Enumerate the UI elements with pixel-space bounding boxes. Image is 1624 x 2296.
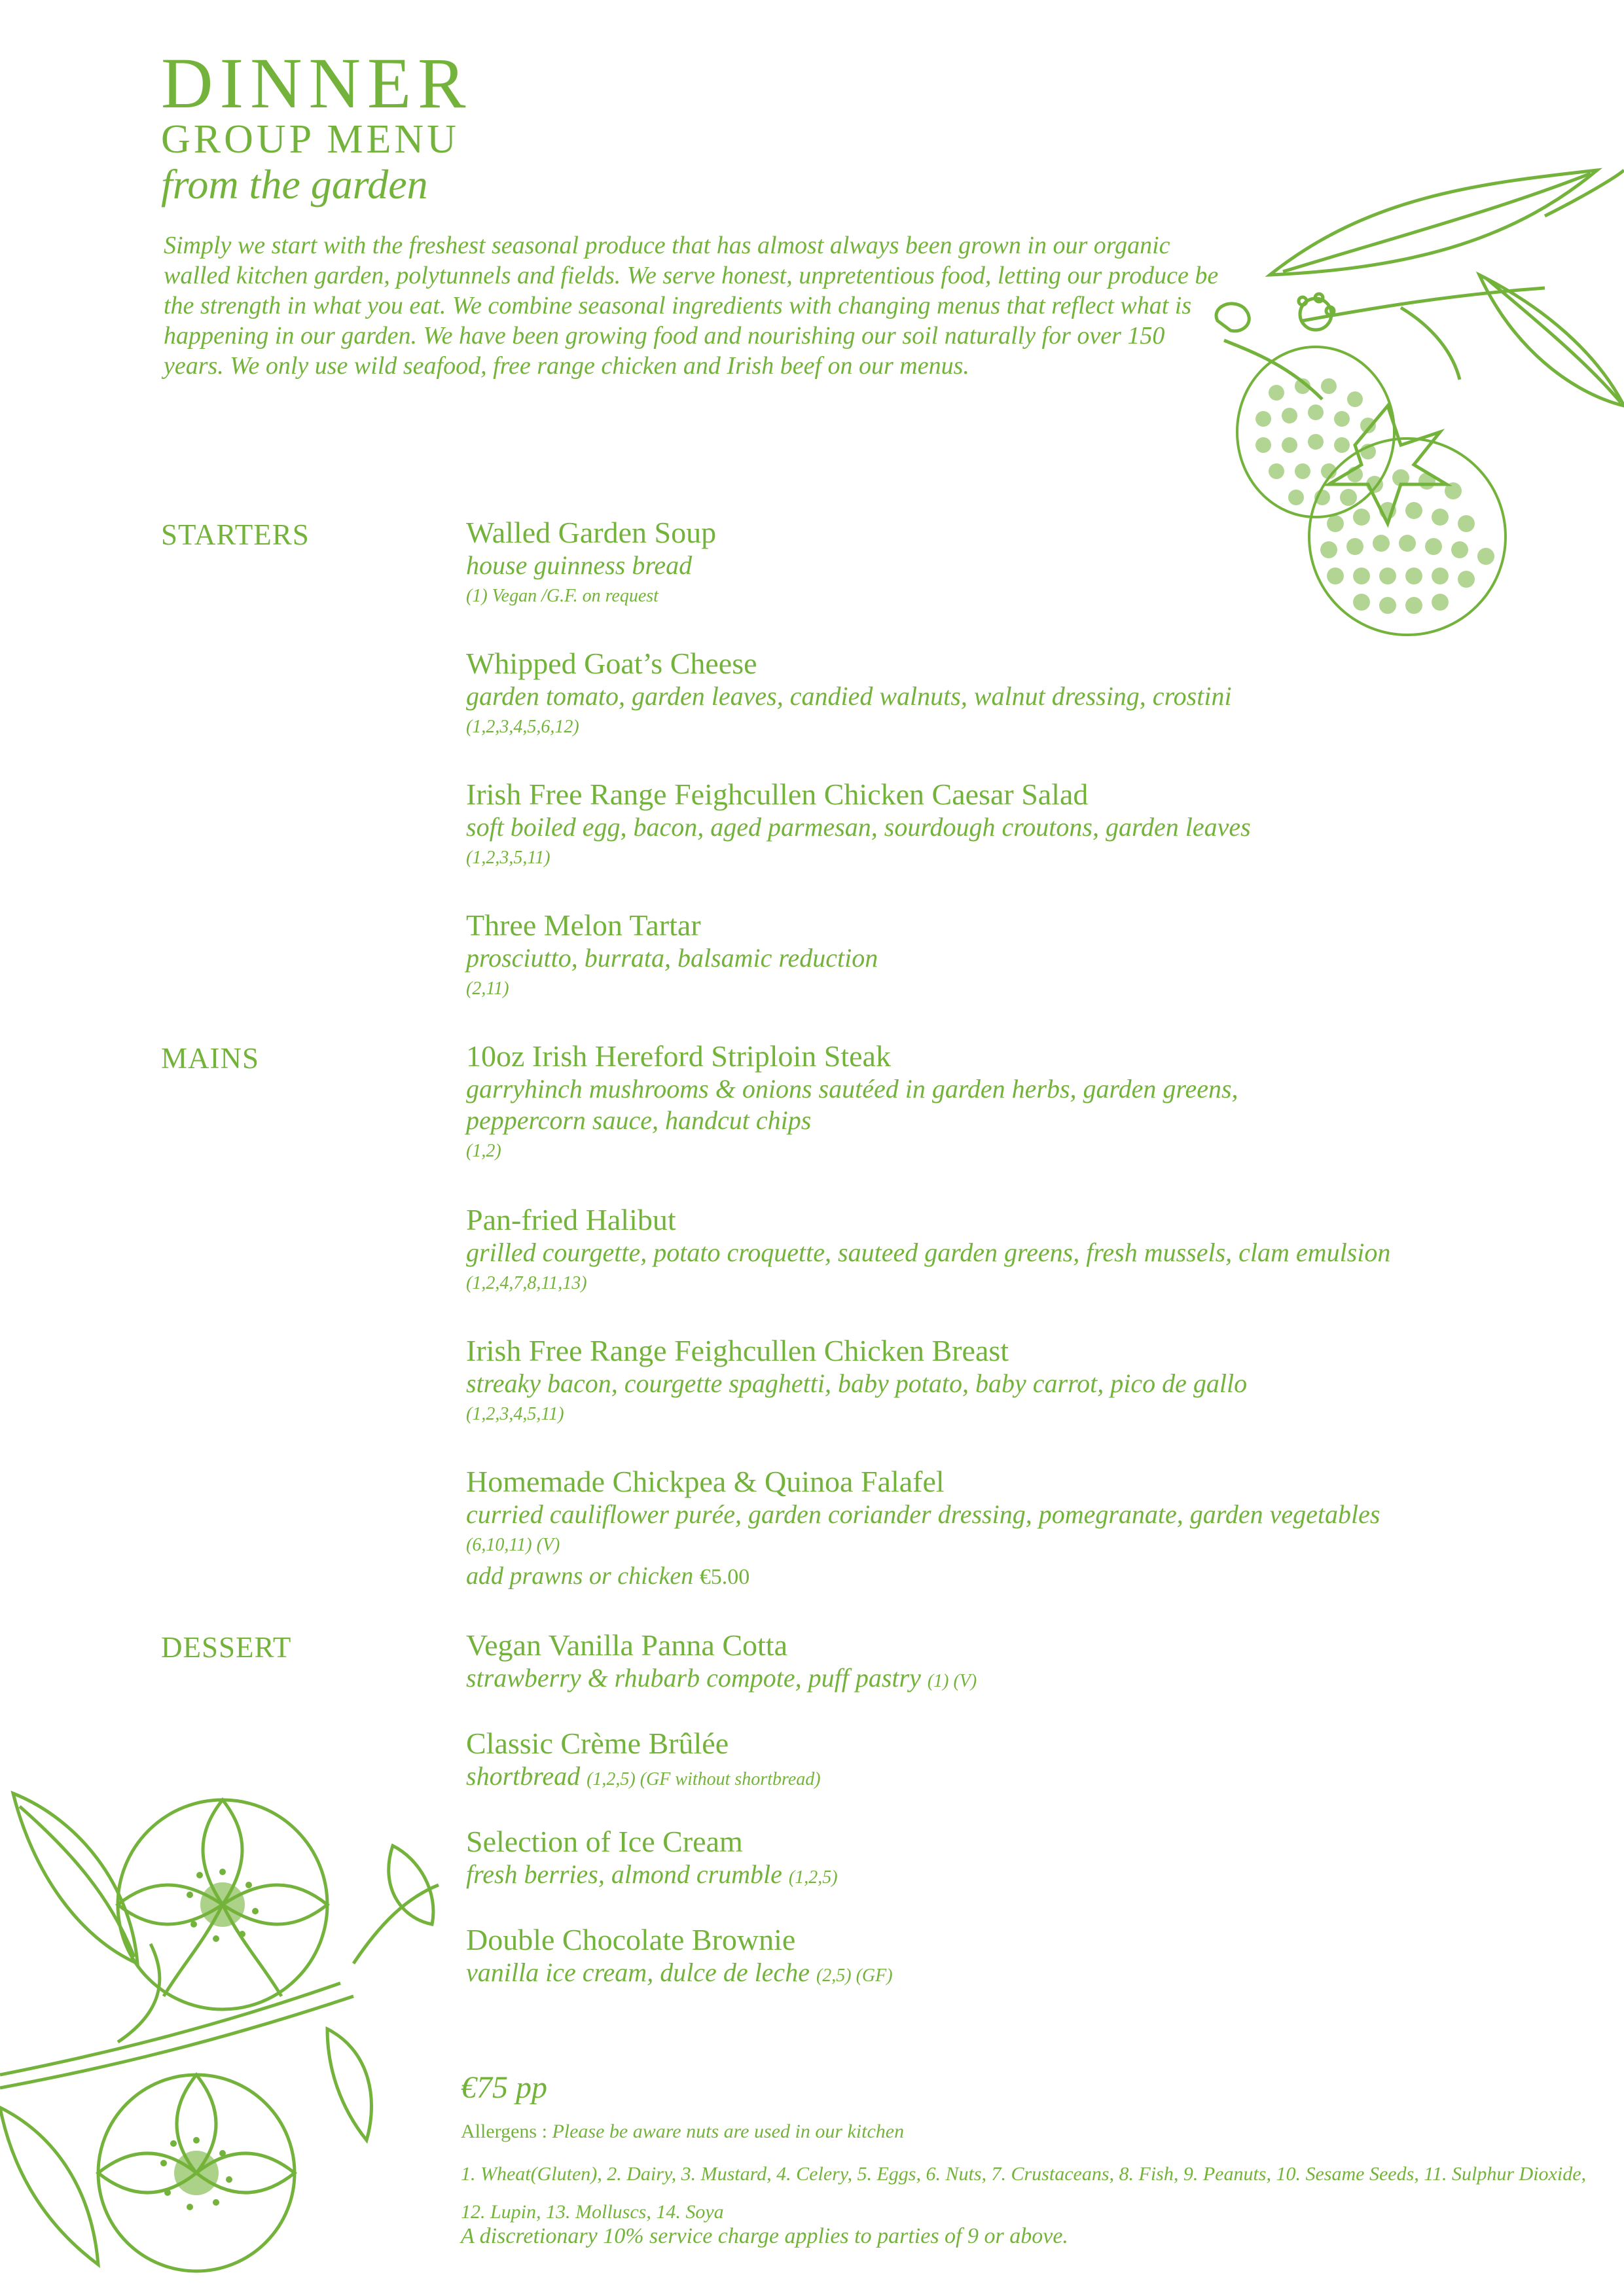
item-name: Double Chocolate Brownie <box>466 1923 796 1956</box>
section-label-mains: MAINS <box>161 1042 260 1075</box>
item-allergen-codes: (1,2,3,4,5,11) <box>466 1404 564 1424</box>
item-description: grilled courgette, potato croquette, sauteed garden greens, fresh mussels, clam emulsion <box>466 1238 1391 1267</box>
item-allergen-codes: (1,2,3,5,11) <box>466 848 550 868</box>
menu-item <box>466 1628 1579 1697</box>
menu-title: DINNER <box>161 43 473 123</box>
item-allergen-codes: (2,5) (GF) <box>816 1965 893 1986</box>
item-description-line <box>466 1761 1579 1795</box>
menu-item <box>466 1334 1579 1429</box>
section-label-starters: STARTERS <box>161 518 310 551</box>
item-name: Whipped Goat’s Cheese <box>466 647 757 680</box>
menu-item <box>466 1825 1579 1893</box>
item-name: Three Melon Tartar <box>466 908 701 942</box>
menu-item <box>466 1203 1579 1299</box>
item-name: Irish Free Range Feighcullen Chicken Caesar Salad <box>466 778 1089 811</box>
price-per-person: €75 pp <box>461 2070 547 2105</box>
item-name: Irish Free Range Feighcullen Chicken Breast <box>466 1334 1009 1367</box>
menu-item <box>466 516 1579 611</box>
item-name: Pan-fried Halibut <box>466 1203 676 1236</box>
menu-item <box>466 1727 1579 1795</box>
item-allergen-codes: (6,10,11) (V) <box>466 1535 560 1555</box>
allergen-list: 1. Wheat(Gluten), 2. Dairy, 3. Mustard, 4. Celery, 5. Eggs, 6. Nuts, 7. Crustaceans, 8. Fish, 9. Peanuts, 10. Sesame Seeds, 11. Sulphur Dioxide, 12. Lupin, 13. Molluscs, 14. Soya <box>461 2163 1587 2223</box>
item-allergen-codes: (1,2) <box>466 1141 501 1161</box>
item-allergen-codes: (1,2,4,7,8,11,13) <box>466 1273 587 1293</box>
item-description: vanilla ice cream, dulce de leche <box>466 1958 810 1987</box>
wild-rose-illustration <box>0 1767 458 2296</box>
item-description: garden tomato, garden leaves, candied walnuts, walnut dressing, crostini <box>466 681 1232 711</box>
item-name: Selection of Ice Cream <box>466 1825 743 1858</box>
addon-price: €5.00 <box>699 1565 750 1589</box>
item-description-line <box>466 1662 1579 1697</box>
item-description: curried cauliflower purée, garden coriander dressing, pomegranate, garden vegetables <box>466 1499 1380 1529</box>
item-name: Vegan Vanilla Panna Cotta <box>466 1628 787 1662</box>
item-description-line <box>466 1957 1579 1992</box>
item-name: Walled Garden Soup <box>466 516 717 549</box>
item-addon <box>466 1560 1579 1593</box>
item-description: soft boiled egg, bacon, aged parmesan, sourdough croutons, garden leaves <box>466 812 1251 842</box>
menu-item <box>466 1923 1579 1992</box>
item-allergen-codes: (1,2,5) (GF without shortbread) <box>586 1769 821 1789</box>
menu-item <box>466 778 1579 873</box>
item-description: fresh berries, almond crumble <box>466 1859 782 1889</box>
menu-item <box>466 647 1579 742</box>
item-name: Classic Crème Brûlée <box>466 1727 729 1760</box>
item-name: Homemade Chickpea & Quinoa Falafel <box>466 1465 945 1498</box>
allergens-note: Please be aware nuts are used in our kitchen <box>552 2121 905 2142</box>
service-charge-note: A discretionary 10% service charge applies to parties of 9 or above. <box>461 2224 1068 2248</box>
menu-item <box>466 908 1579 1004</box>
allergens-notice <box>461 2121 904 2143</box>
item-allergen-codes: (1,2,3,4,5,6,12) <box>466 717 579 737</box>
menu-item <box>466 1039 1579 1166</box>
menu-subtitle: GROUP MENU <box>161 117 460 162</box>
allergens-label: Allergens : <box>461 2121 547 2142</box>
item-allergen-codes: (2,11) <box>466 978 509 999</box>
item-description: prosciutto, burrata, balsamic reduction <box>466 943 878 973</box>
item-description: shortbread <box>466 1761 581 1791</box>
menu-tagline: from the garden <box>161 161 428 207</box>
item-name: 10oz Irish Hereford Striploin Steak <box>466 1039 891 1073</box>
item-description: strawberry & rhubarb compote, puff pastry <box>466 1663 921 1693</box>
item-description-line <box>466 1859 1579 1893</box>
item-allergen-codes: (1,2,5) <box>788 1867 838 1888</box>
intro-paragraph: Simply we start with the freshest seasonal produce that has almost always been grown in our organic walled kitchen garden, polytunnels and fields. We serve honest, unpretentious food, letting our produce be the strength in what you eat. We combine seasonal ingredients with changing menus that reflect what is happening in our garden. We have been growing food and nourishing our soil naturally for over 150 years. We only use wild seafood, free range chicken and Irish beef on our menus. <box>164 232 1219 380</box>
item-description: house guinness bread <box>466 550 693 580</box>
menu-item <box>466 1465 1579 1593</box>
section-label-dessert: DESSERT <box>161 1631 292 1664</box>
item-description: streaky bacon, courgette spaghetti, baby potato, baby carrot, pico de gallo <box>466 1369 1248 1398</box>
item-description-continued: peppercorn sauce, handcut chips <box>466 1105 812 1135</box>
addon-label: add prawns or chicken <box>466 1562 694 1590</box>
item-allergen-codes: (1) Vegan /G.F. on request <box>466 586 659 606</box>
item-description: garryhinch mushrooms & onions sautéed in garden herbs, garden greens, <box>466 1074 1238 1103</box>
item-allergen-codes: (1) (V) <box>927 1671 977 1691</box>
